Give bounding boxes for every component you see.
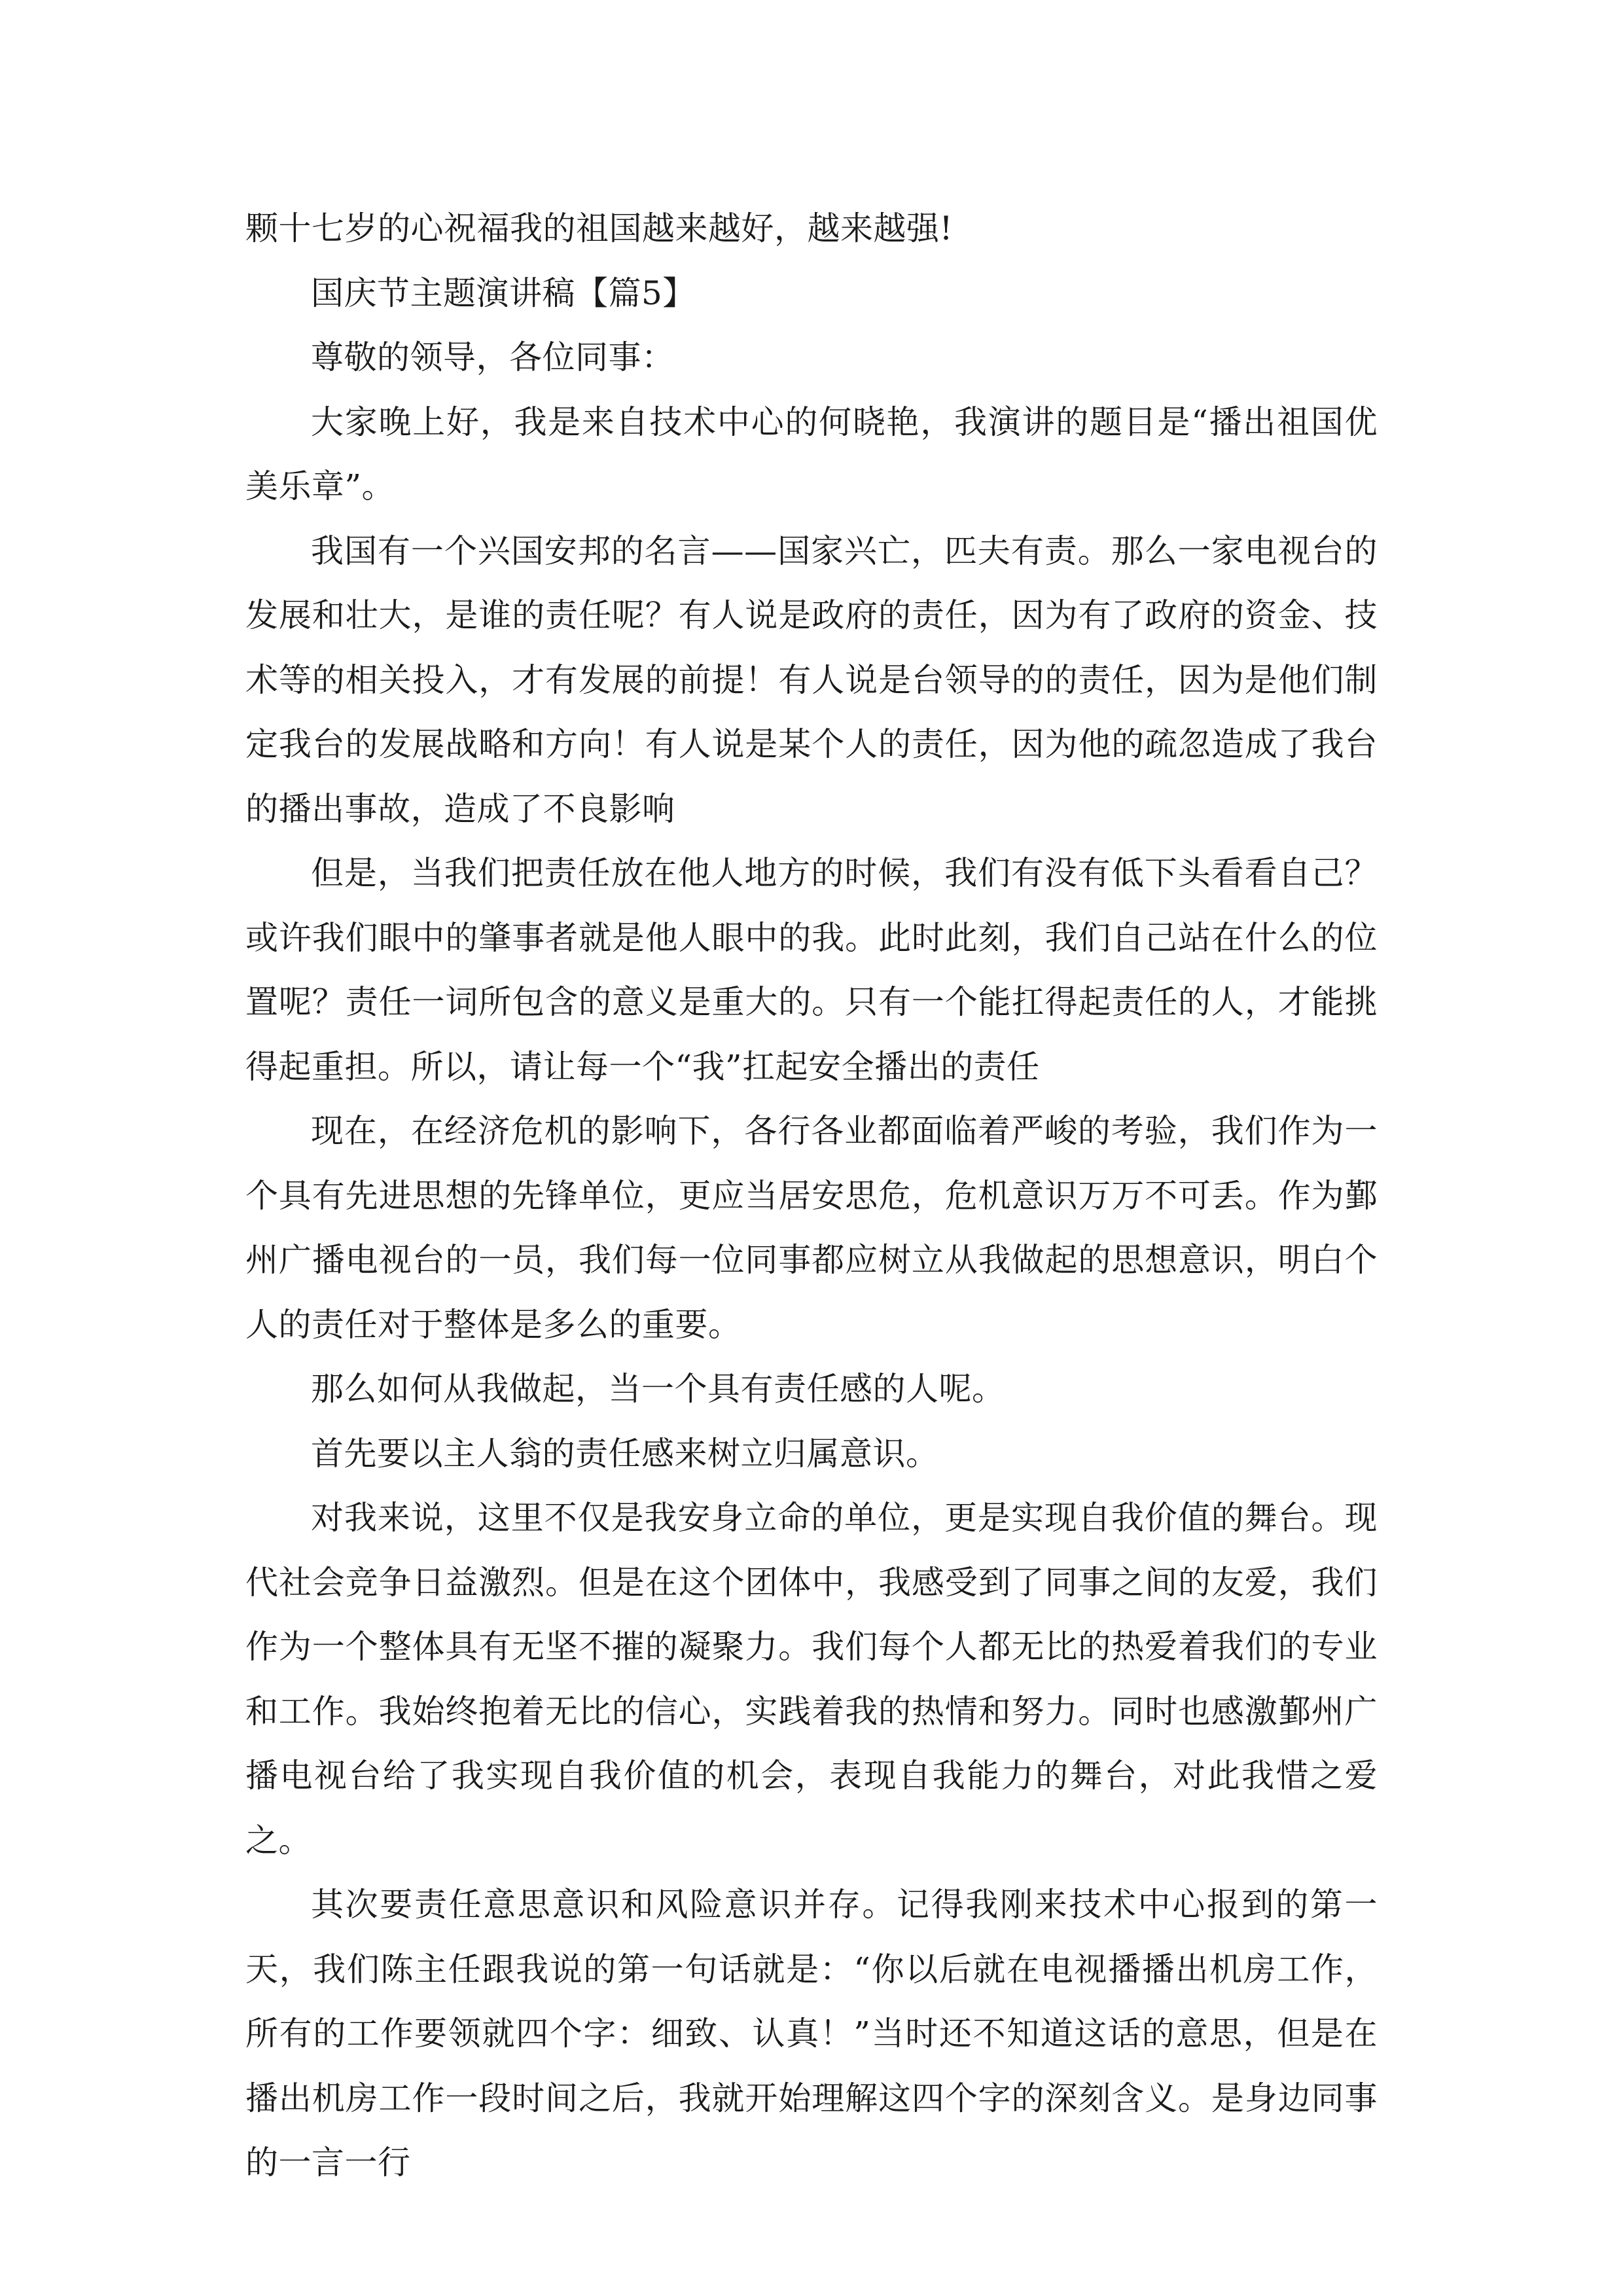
section-heading: 国庆节主题演讲稿【篇5】 xyxy=(311,274,696,312)
paragraph-continuation: 颗十七岁的心祝福我的祖国越来越好，越来越强! xyxy=(245,209,954,247)
paragraph: 对我来说，这里不仅是我安身立命的单位，更是实现自我价值的舞台。现代社会竞争日益激烈。但是在这个团体中，我感受到了同事之间的友爱，我们作为一个整体具有无坚不摧的凝聚力。我们每个人都无比的热爱着我们的专业和工作。我始终抱着无比的信心，实践着我的热情和努力。同时也感激鄞州广播电视台给了我实现自我价值的机会，表现自我能力的舞台，对此我惜之爱之。 xyxy=(245,1499,1378,1859)
document-body xyxy=(245,196,1378,2195)
paragraph: 首先要以主人翁的责任感来树立归属意识。 xyxy=(311,1434,939,1473)
paragraph: 我国有一个兴国安邦的名言——国家兴亡，匹夫有责。那么一家电视台的发展和壮大，是谁的责任呢？有人说是政府的责任，因为有了政府的资金、技术等的相关投入，才有发展的前提！有人说是台领导的的责任，因为是他们制定我台的发展战略和方向！有人说是某个人的责任，因为他的疏忽造成了我台的播出事故，造成了不良影响 xyxy=(245,531,1378,828)
paragraph: 但是，当我们把责任放在他人地方的时候，我们有没有低下头看看自己？或许我们眼中的肇事者就是他人眼中的我。此时此刻，我们自己站在什么的位置呢？责任一词所包含的意义是重大的。只有一个能扛得起责任的人，才能挑得起重担。所以，请让每一个“我”扛起安全播出的责任 xyxy=(245,854,1378,1086)
paragraph: 其次要责任意思意识和风险意识并存。记得我刚来技术中心报到的第一天，我们陈主任跟我说的第一句话就是：“你以后就在电视播播出机房工作，所有的工作要领就四个字：细致、认真！”当时还不知道这话的意思，但是在播出机房工作一段时间之后，我就开始理解这四个字的深刻含义。是身边同事的一言一行 xyxy=(245,1886,1378,2181)
paragraph: 大家晚上好，我是来自技术中心的何晓艳，我演讲的题目是“播出祖国优美乐章”。 xyxy=(245,403,1378,505)
paragraph: 那么如何从我做起，当一个具有责任感的人呢。 xyxy=(311,1370,1005,1408)
salutation: 尊敬的领导，各位同事： xyxy=(311,338,675,376)
paragraph: 现在，在经济危机的影响下，各行各业都面临着严峻的考验，我们作为一个具有先进思想的先锋单位，更应当居安思危，危机意识万万不可丢。作为鄞州广播电视台的一员，我们每一位同事都应树立从我做起的思想意识，明白个人的责任对于整体是多么的重要。 xyxy=(245,1112,1378,1344)
